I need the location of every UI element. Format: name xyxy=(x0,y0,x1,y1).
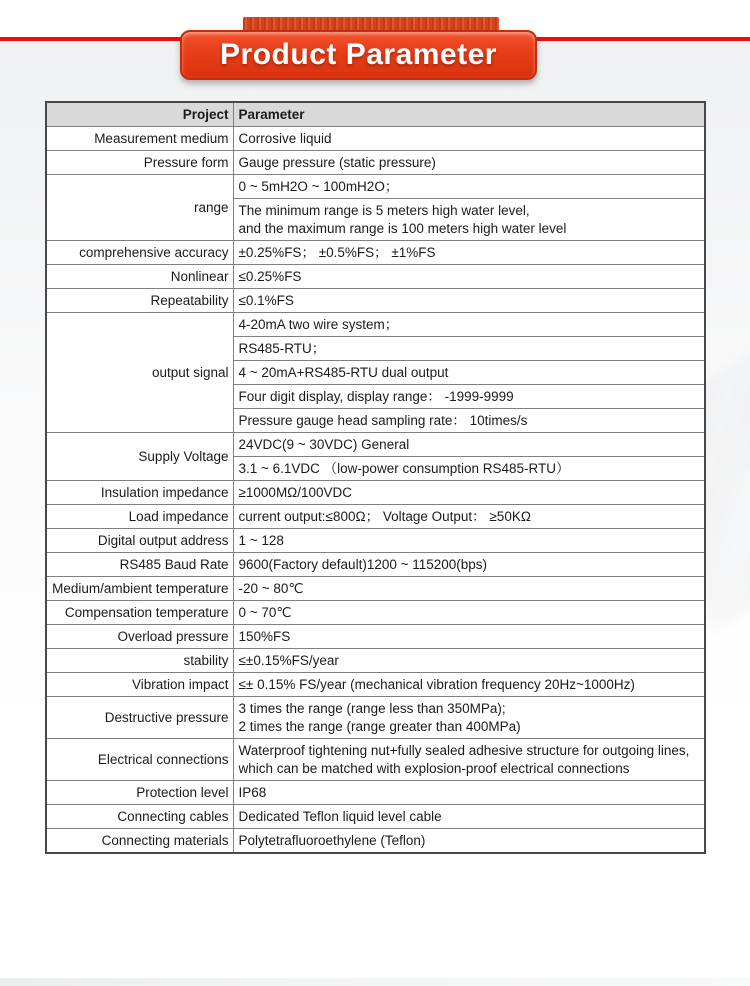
row-value: Corrosive liquid xyxy=(233,127,705,151)
header-project-cell: Project xyxy=(46,102,233,127)
table-row xyxy=(46,697,705,739)
table-row xyxy=(46,481,705,505)
row-value: Dedicated Teflon liquid level cable xyxy=(233,805,705,829)
table-row xyxy=(46,601,705,625)
row-label: Overload pressure xyxy=(46,625,233,649)
page-title: Product Parameter xyxy=(220,38,497,71)
parameter-table xyxy=(45,101,706,854)
table-row xyxy=(46,781,705,805)
row-value: Gauge pressure (static pressure) xyxy=(233,151,705,175)
row-label: Insulation impedance xyxy=(46,481,233,505)
row-value: ≤±0.15%FS/year xyxy=(233,649,705,673)
table-body xyxy=(46,127,705,854)
row-label: Measurement medium xyxy=(46,127,233,151)
row-label: Digital output address xyxy=(46,529,233,553)
row-value: ≥1000MΩ/100VDC xyxy=(233,481,705,505)
row-value: 3.1 ~ 6.1VDC （low-power consumption RS485-RTU） xyxy=(233,457,705,481)
row-value: 9600(Factory default)1200 ~ 115200(bps) xyxy=(233,553,705,577)
table-row xyxy=(46,127,705,151)
row-label: comprehensive accuracy xyxy=(46,241,233,265)
bottom-edge-strip xyxy=(0,978,750,986)
row-label: Protection level xyxy=(46,781,233,805)
table-row xyxy=(46,649,705,673)
row-value: 1 ~ 128 xyxy=(233,529,705,553)
row-label: Connecting cables xyxy=(46,805,233,829)
row-label: RS485 Baud Rate xyxy=(46,553,233,577)
row-label: Vibration impact xyxy=(46,673,233,697)
row-value: 24VDC(9 ~ 30VDC) General xyxy=(233,433,705,457)
row-label: Pressure form xyxy=(46,151,233,175)
table-row xyxy=(46,625,705,649)
row-value: 150%FS xyxy=(233,625,705,649)
row-value: ±0.25%FS； ±0.5%FS； ±1%FS xyxy=(233,241,705,265)
table-row xyxy=(46,529,705,553)
row-value: 4 ~ 20mA+RS485-RTU dual output xyxy=(233,361,705,385)
table-row xyxy=(46,241,705,265)
table-row xyxy=(46,289,705,313)
table-row xyxy=(46,151,705,175)
row-label: Connecting materials xyxy=(46,829,233,854)
row-value: 0 ~ 5mH2O ~ 100mH2O； xyxy=(233,175,705,199)
table-row xyxy=(46,313,705,337)
row-label: Supply Voltage xyxy=(46,433,233,481)
row-label: stability xyxy=(46,649,233,673)
row-value: The minimum range is 5 meters high water level, and the maximum range is 100 meters high water level xyxy=(233,199,705,241)
row-label: Destructive pressure xyxy=(46,697,233,739)
table-row xyxy=(46,505,705,529)
row-value: Polytetrafluoroethylene (Teflon) xyxy=(233,829,705,854)
row-label: Medium/ambient temperature xyxy=(46,577,233,601)
row-value: Four digit display, display range： -1999-9999 xyxy=(233,385,705,409)
row-value: 0 ~ 70℃ xyxy=(233,601,705,625)
table-row xyxy=(46,673,705,697)
row-value: Pressure gauge head sampling rate： 10times/s xyxy=(233,409,705,433)
table-header-row xyxy=(46,102,705,127)
table-row xyxy=(46,175,705,199)
header-parameter-cell: Parameter xyxy=(233,102,705,127)
table-row xyxy=(46,829,705,854)
row-label: output signal xyxy=(46,313,233,433)
row-label: Repeatability xyxy=(46,289,233,313)
row-label: Electrical connections xyxy=(46,739,233,781)
table-row xyxy=(46,577,705,601)
row-label: range xyxy=(46,175,233,241)
table-row xyxy=(46,433,705,457)
table-row xyxy=(46,553,705,577)
row-label: Compensation temperature xyxy=(46,601,233,625)
row-label: Load impedance xyxy=(46,505,233,529)
product-parameter-banner xyxy=(180,30,537,80)
row-value: -20 ~ 80℃ xyxy=(233,577,705,601)
row-value: ≤0.25%FS xyxy=(233,265,705,289)
row-value: Waterproof tightening nut+fully sealed adhesive structure for outgoing lines, which can be matched with explosion-proof electrical connections xyxy=(233,739,705,781)
table-row xyxy=(46,805,705,829)
row-value: RS485-RTU； xyxy=(233,337,705,361)
row-value: 4-20mA two wire system； xyxy=(233,313,705,337)
row-value: ≤0.1%FS xyxy=(233,289,705,313)
row-value: ≤± 0.15% FS/year (mechanical vibration frequency 20Hz~1000Hz) xyxy=(233,673,705,697)
table-row xyxy=(46,739,705,781)
row-label: Nonlinear xyxy=(46,265,233,289)
row-value: current output:≤800Ω； Voltage Output： ≥50KΩ xyxy=(233,505,705,529)
row-value: IP68 xyxy=(233,781,705,805)
row-value: 3 times the range (range less than 350MPa); 2 times the range (range greater than 400MPa) xyxy=(233,697,705,739)
table-row xyxy=(46,265,705,289)
